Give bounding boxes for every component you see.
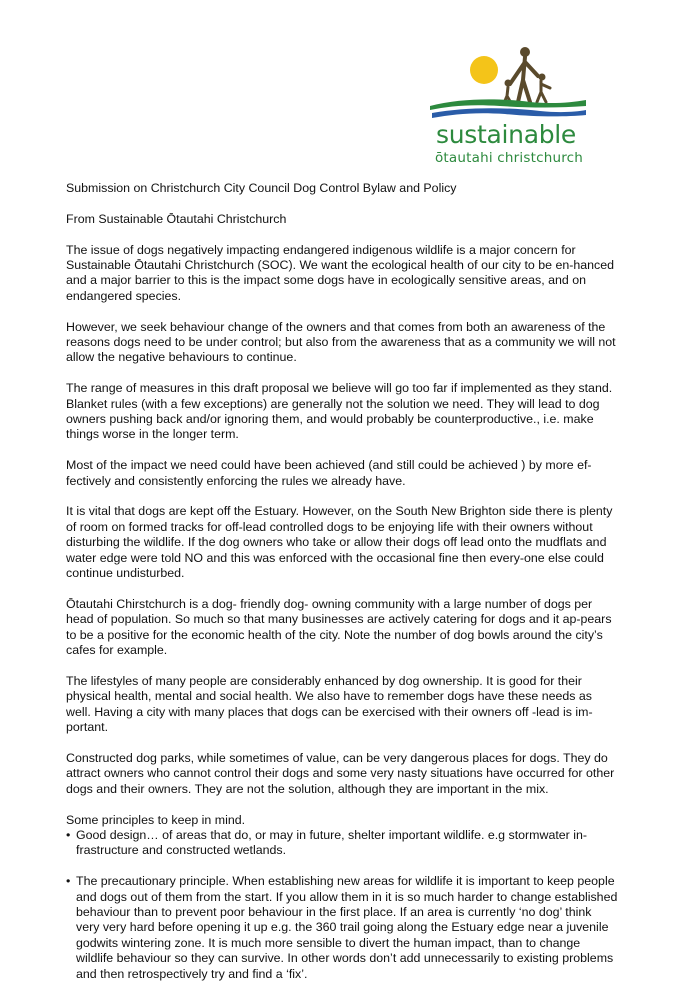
list-item-text: The precautionary principle. When establishing new areas for wildlife it is important to keep people and dogs out of them from the start. If you allow them in it is so much harder to change established behaviour than to prevent poor behaviour in the first place. If an area is currently ‘no dog’ think very very hard before opening it up e.g. the 360 trail going along the Estuary edge near a juvenile godwits wintering zone. It is much more sensible to divert the human impact, than to change wildlife behaviour so they can survive. In other words don’t add unnecessarily to existing problems and then retrospectively try and find a ‘fix’. [76,874,618,981]
paragraph: The range of measures in this draft proposal we believe will go too far if implemented as they stand. Blanket rules (with a few exceptions) are generally not the solution we need. They will lead to dog owners pushing back and/or ignoring them, and would probably be counterproductive., i.e. make things worse in the longer term. [66,381,613,442]
sustainable-otautahi-logo [410,40,590,170]
paragraph: Most of the impact we need could have been achieved (and still could be achieved ) by more ef-fectively and consistently enforcing the rules we already have. [66,458,592,488]
bullet-icon: • [66,874,71,889]
logo-graphic [410,40,590,126]
paragraph: The issue of dogs negatively impacting endangered indigenous wildlife is a major concern for Sustainable Ōtautahi Christchurch (SOC). We want the ecological health of our city to be en-hanced and a major barrier to this is the impact some dogs have in ecologically sensitive areas, and on endangered species. [66,242,615,303]
paragraph: It is vital that dogs are kept off the Estuary. However, on the South New Brighton side there is plenty of room on formed tracks for off-lead controlled dogs to be enjoying life with their owners without disturbing the wildlife. If the dog owners who take or allow their dogs off lead onto the mudflats and water edge were told NO and this was enforced with the occasional fine then every-one else could continue undisturbed. [66,504,613,581]
submission-title: Submission on Christchurch City Council Dog Control Bylaw and Policy [66,181,457,195]
logo-subtitle: ōtautahi christchurch [434,150,584,166]
logo-wordmark: sustainable [435,120,577,149]
family-figures-icon [504,47,550,103]
sun-icon [470,56,498,84]
bullet-icon: • [66,827,71,842]
document-body [66,181,618,997]
paragraph: However, we seek behaviour change of the owners and that comes from both an awareness of the reasons dogs need to be under control; but also from the awareness that as a community we will not allow the negative behaviours to continue. [66,319,616,365]
paragraph: The lifestyles of many people are considerably enhanced by dog ownership. It is good for their physical health, mental and social health. We also have to remember dogs have these needs as well. Having a city with many places that dogs can be exercised with their owners off -lead is im-portant. [66,673,593,735]
principles-intro: Some principles to keep in mind. [66,812,246,827]
principles-list [66,828,618,982]
blue-wave [432,108,586,118]
list-item [66,874,618,982]
list-item [66,828,618,859]
paragraph: Ōtautahi Chirstchurch is a dog- friendly dog- owning community with a large number of dogs per head of population. So much so that many businesses are actively catering for dogs and it ap-pears to be a positive for the economic health of the city. Note the number of dog bowls around the city’s cafes for example. [66,596,612,658]
paragraph: Constructed dog parks, while sometimes of value, can be very dangerous places for dogs. They do attract owners who cannot control their dogs and some very nasty situations have occurred for other dogs and their owners. They are not the solution, although they are important in the mix. [66,750,615,796]
from-line: From Sustainable Ōtautahi Christchurch [66,211,287,226]
list-item-text: Good design… of areas that do, or may in future, shelter important wildlife. e.g stormwater in-frastructure and constructed wetlands. [76,827,588,858]
green-wave [430,99,586,110]
